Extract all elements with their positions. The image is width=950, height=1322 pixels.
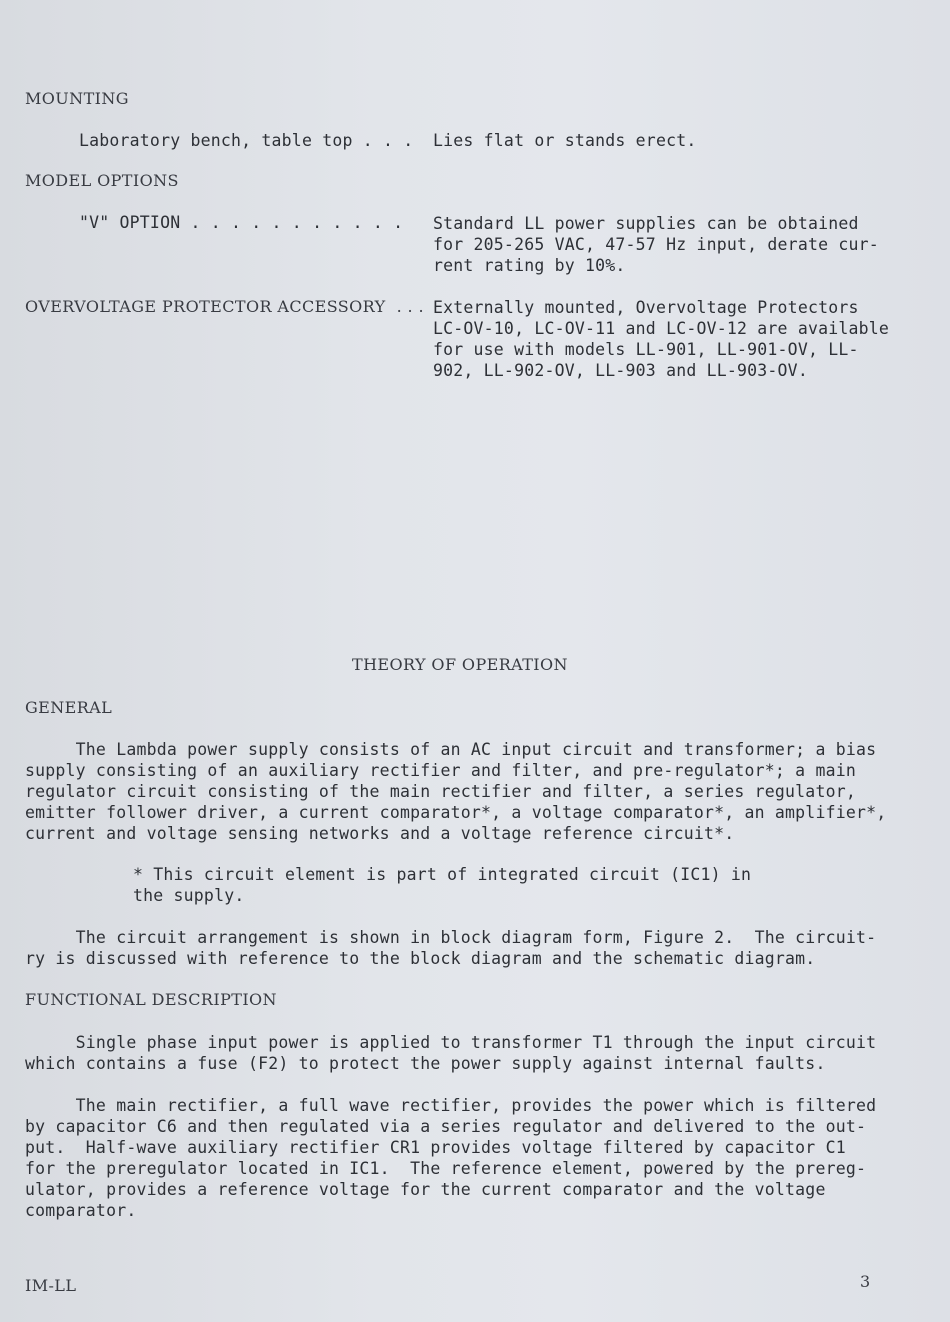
text-line: for 205-265 VAC, 47-57 Hz input, derate cur- <box>433 235 879 254</box>
mounting-heading: MOUNTING <box>25 89 129 108</box>
functional-paragraph-2 <box>25 1095 876 1221</box>
model-options-heading: MODEL OPTIONS <box>25 171 179 190</box>
text-line: which contains a fuse (F2) to protect the power supply against internal faults. <box>25 1054 826 1073</box>
general-paragraph-2 <box>25 927 876 969</box>
text-line: supply consisting of an auxiliary rectifier and filter, and pre-regulator*; a main <box>25 761 856 780</box>
footnote <box>133 864 751 906</box>
footer-document-code: IM-LL <box>25 1276 77 1295</box>
text-line: The Lambda power supply consists of an AC input circuit and transformer; a bias <box>25 740 877 759</box>
text-line: 902, LL-902-OV, LL-903 and LL-903-OV. <box>433 361 808 380</box>
text-line: regulator circuit consisting of the main rectifier and filter, a series regulator, <box>25 782 856 801</box>
text-line: put. Half-wave auxiliary rectifier CR1 provides voltage filtered by capacitor C1 <box>25 1138 846 1157</box>
v-option-description <box>433 213 879 276</box>
functional-description-heading: FUNCTIONAL DESCRIPTION <box>25 990 277 1009</box>
text-line: emitter follower driver, a current comparator*, a voltage comparator*, an amplifier*, <box>25 803 887 822</box>
text-line: by capacitor C6 and then regulated via a series regulator and delivered to the out- <box>25 1117 867 1136</box>
text-line: for use with models LL-901, LL-901-OV, LL- <box>433 340 859 359</box>
text-line: for the preregulator located in IC1. The reference element, powered by the prereg- <box>25 1159 867 1178</box>
text-line: LC-OV-10, LC-OV-11 and LC-OV-12 are available <box>433 319 890 338</box>
text-line: * This circuit element is part of integrated circuit (IC1) in <box>133 865 752 884</box>
text-line: ry is discussed with reference to the block diagram and the schematic diagram. <box>25 949 816 968</box>
theory-of-operation-title: THEORY OF OPERATION <box>352 655 568 674</box>
general-heading: GENERAL <box>25 698 113 717</box>
text-line: The main rectifier, a full wave rectifier, provides the power which is filtered <box>25 1096 877 1115</box>
text-line: rent rating by 10%. <box>433 256 626 275</box>
v-option-label: "V" OPTION . . . . . . . . . . . <box>79 213 404 232</box>
text-line: current and voltage sensing networks and a voltage reference circuit*. <box>25 824 735 843</box>
text-line: Externally mounted, Overvoltage Protectors <box>433 298 859 317</box>
text-line: the supply. <box>133 886 245 905</box>
mounting-label: Laboratory bench, table top . . . <box>79 131 414 150</box>
text-line: Single phase input power is applied to transformer T1 through the input circuit <box>25 1033 877 1052</box>
overvoltage-description <box>433 297 889 381</box>
functional-paragraph-1 <box>25 1032 876 1074</box>
page-number: 3 <box>860 1272 871 1291</box>
mounting-value: Lies flat or stands erect. <box>433 131 697 150</box>
text-line: Standard LL power supplies can be obtained <box>433 214 859 233</box>
text-line: The circuit arrangement is shown in block diagram form, Figure 2. The circuit- <box>25 928 877 947</box>
text-line: comparator. <box>25 1201 137 1220</box>
overvoltage-label: OVERVOLTAGE PROTECTOR ACCESSORY . . . <box>25 297 424 316</box>
text-line: ulator, provides a reference voltage for the current comparator and the voltage <box>25 1180 826 1199</box>
general-paragraph <box>25 739 886 844</box>
